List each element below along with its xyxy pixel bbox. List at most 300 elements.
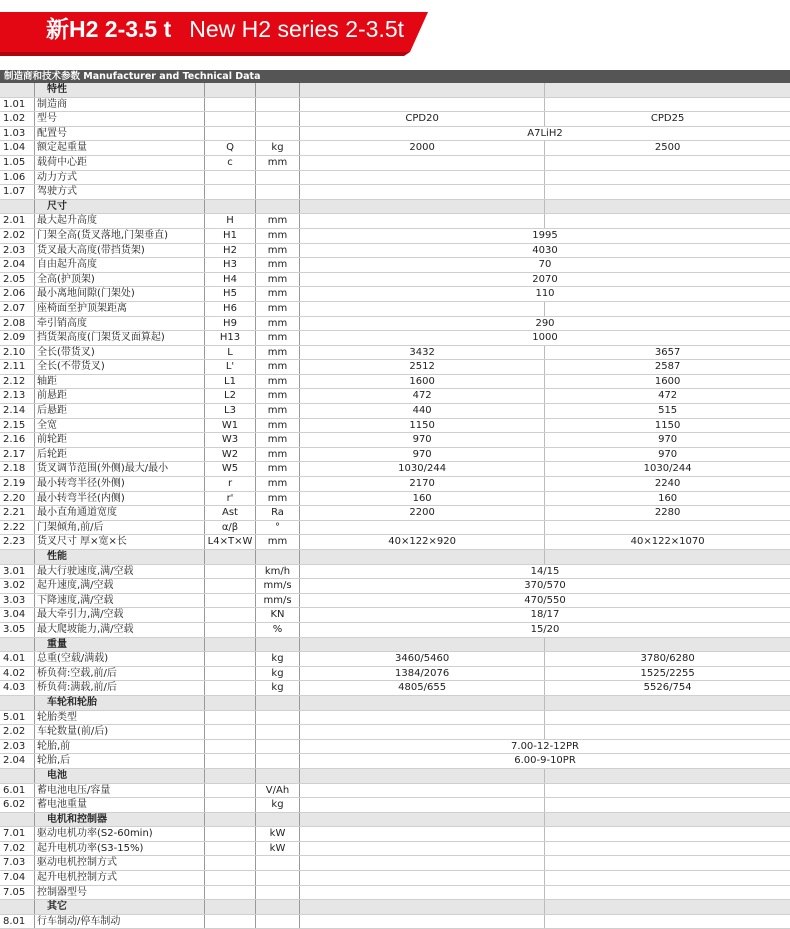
row-value-cpd25 <box>545 798 790 813</box>
row-symbol: W2 <box>205 447 256 462</box>
row-number: 2.18 <box>0 462 35 477</box>
row-value-cpd20: 970 <box>300 433 545 448</box>
row-value-cpd25: 2240 <box>545 477 790 492</box>
table-row <box>0 141 790 156</box>
row-label: 最小直角通道宽度 <box>35 506 205 521</box>
table-row <box>0 579 790 594</box>
row-symbol <box>205 885 256 900</box>
row-label: 最大爬坡能力,满/空载 <box>35 622 205 637</box>
row-value-cpd25 <box>545 768 790 783</box>
section-title: 其它 <box>35 900 205 915</box>
row-label: 全长(不带货叉) <box>35 360 205 375</box>
row-symbol: H5 <box>205 287 256 302</box>
row-number: 1.01 <box>0 97 35 112</box>
row-symbol: H <box>205 214 256 229</box>
row-value-cpd25 <box>545 520 790 535</box>
row-unit: mm <box>256 272 300 287</box>
table-row <box>0 754 790 769</box>
row-symbol <box>205 608 256 623</box>
row-symbol <box>205 768 256 783</box>
row-unit: mm/s <box>256 579 300 594</box>
row-number: 7.03 <box>0 856 35 871</box>
row-number: 2.03 <box>0 243 35 258</box>
row-label: 全高(护顶架) <box>35 272 205 287</box>
row-value-cpd25 <box>545 155 790 170</box>
row-value-shared: 7.00-12-12PR <box>300 739 790 754</box>
row-value-cpd25 <box>545 914 790 929</box>
row-value-cpd20 <box>300 812 545 827</box>
row-value-shared: 370/570 <box>300 579 790 594</box>
row-label: 行车制动/停车制动 <box>35 914 205 929</box>
row-unit <box>256 710 300 725</box>
row-value-cpd25 <box>545 812 790 827</box>
row-number: 2.10 <box>0 345 35 360</box>
row-number: 2.06 <box>0 287 35 302</box>
row-value-cpd20 <box>300 768 545 783</box>
row-unit <box>256 754 300 769</box>
table-row <box>0 593 790 608</box>
row-number: 2.04 <box>0 754 35 769</box>
row-value-shared: 290 <box>300 316 790 331</box>
row-number: 2.22 <box>0 520 35 535</box>
row-label: 最大牵引力,满/空载 <box>35 608 205 623</box>
row-number: 2.07 <box>0 301 35 316</box>
row-label: 全宽 <box>35 418 205 433</box>
row-number: 2.17 <box>0 447 35 462</box>
row-number: 8.01 <box>0 914 35 929</box>
row-unit <box>256 170 300 185</box>
row-value-cpd20: 1150 <box>300 418 545 433</box>
row-unit: mm <box>256 214 300 229</box>
table-row <box>0 389 790 404</box>
row-symbol: r' <box>205 491 256 506</box>
row-value-shared: 110 <box>300 287 790 302</box>
row-number: 2.19 <box>0 477 35 492</box>
row-value-shared: 2070 <box>300 272 790 287</box>
section-row <box>0 812 790 827</box>
row-symbol <box>205 199 256 214</box>
row-number: 2.03 <box>0 739 35 754</box>
row-value-cpd25 <box>545 301 790 316</box>
row-unit <box>256 637 300 652</box>
row-value-cpd25 <box>545 83 790 97</box>
row-number: 3.05 <box>0 622 35 637</box>
row-value-cpd25: 1030/244 <box>545 462 790 477</box>
row-number: 3.01 <box>0 564 35 579</box>
row-number: 2.20 <box>0 491 35 506</box>
table-row <box>0 447 790 462</box>
row-value-cpd25 <box>545 725 790 740</box>
row-number: 7.04 <box>0 871 35 886</box>
row-unit: mm <box>256 447 300 462</box>
row-number: 6.02 <box>0 798 35 813</box>
row-label: 起升电机控制方式 <box>35 871 205 886</box>
table-row <box>0 404 790 419</box>
row-symbol: H9 <box>205 316 256 331</box>
row-symbol <box>205 593 256 608</box>
row-symbol <box>205 579 256 594</box>
row-unit: kW <box>256 841 300 856</box>
row-value-cpd20 <box>300 301 545 316</box>
row-number: 7.02 <box>0 841 35 856</box>
row-unit: ° <box>256 520 300 535</box>
row-number <box>0 550 35 565</box>
row-symbol: L4×T×W <box>205 535 256 550</box>
row-value-cpd25: 970 <box>545 447 790 462</box>
row-unit <box>256 112 300 127</box>
row-number: 2.13 <box>0 389 35 404</box>
spec-table <box>0 83 790 929</box>
table-row <box>0 856 790 871</box>
row-number: 1.07 <box>0 185 35 200</box>
row-symbol: H2 <box>205 243 256 258</box>
table-row <box>0 228 790 243</box>
table-row <box>0 360 790 375</box>
row-value-cpd20: 40×122×920 <box>300 535 545 550</box>
row-value-cpd20 <box>300 695 545 710</box>
row-number <box>0 768 35 783</box>
table-row <box>0 287 790 302</box>
row-symbol <box>205 739 256 754</box>
row-label: 门架全高(货叉落地,门架垂直) <box>35 228 205 243</box>
row-value-cpd25 <box>545 783 790 798</box>
section-row <box>0 83 790 97</box>
row-unit: Ra <box>256 506 300 521</box>
row-number <box>0 695 35 710</box>
row-unit <box>256 83 300 97</box>
row-symbol <box>205 841 256 856</box>
row-symbol: W3 <box>205 433 256 448</box>
section-title: 电机和控制器 <box>35 812 205 827</box>
row-symbol <box>205 710 256 725</box>
row-label: 轮胎,后 <box>35 754 205 769</box>
row-unit: mm <box>256 418 300 433</box>
row-symbol <box>205 914 256 929</box>
row-unit: V/Ah <box>256 783 300 798</box>
table-row <box>0 477 790 492</box>
row-number <box>0 637 35 652</box>
row-value-shared: 6.00-9-10PR <box>300 754 790 769</box>
section-row <box>0 900 790 915</box>
row-value-cpd25 <box>545 695 790 710</box>
row-number: 2.16 <box>0 433 35 448</box>
row-symbol <box>205 754 256 769</box>
table-row <box>0 506 790 521</box>
row-unit <box>256 550 300 565</box>
row-symbol <box>205 798 256 813</box>
row-unit <box>256 725 300 740</box>
row-number: 3.02 <box>0 579 35 594</box>
row-value-cpd20 <box>300 550 545 565</box>
table-row <box>0 258 790 273</box>
row-symbol: L' <box>205 360 256 375</box>
section-title: 重量 <box>35 637 205 652</box>
row-label: 全长(带货叉) <box>35 345 205 360</box>
section-row <box>0 637 790 652</box>
table-row <box>0 841 790 856</box>
row-symbol <box>205 83 256 97</box>
row-label: 蓄电池重量 <box>35 798 205 813</box>
row-value-cpd20 <box>300 185 545 200</box>
row-symbol: H6 <box>205 301 256 316</box>
row-value-cpd20 <box>300 155 545 170</box>
row-value-cpd20: 970 <box>300 447 545 462</box>
row-unit: mm <box>256 462 300 477</box>
row-symbol <box>205 681 256 696</box>
row-value-cpd20: 1384/2076 <box>300 666 545 681</box>
table-row <box>0 170 790 185</box>
row-symbol: L1 <box>205 374 256 389</box>
row-unit <box>256 900 300 915</box>
row-value-cpd25: 970 <box>545 433 790 448</box>
row-value-cpd25: 40×122×1070 <box>545 535 790 550</box>
row-symbol <box>205 97 256 112</box>
row-value-cpd20 <box>300 841 545 856</box>
row-value-cpd25: CPD25 <box>545 112 790 127</box>
title-banner <box>0 0 428 58</box>
row-value-cpd20: 472 <box>300 389 545 404</box>
row-value-shared: 18/17 <box>300 608 790 623</box>
row-symbol: L <box>205 345 256 360</box>
row-label: 最小转弯半径(内侧) <box>35 491 205 506</box>
row-value-cpd20 <box>300 83 545 97</box>
section-row <box>0 199 790 214</box>
row-label: 货叉尺寸 厚×宽×长 <box>35 535 205 550</box>
row-unit: mm <box>256 404 300 419</box>
row-value-cpd20 <box>300 871 545 886</box>
table-row <box>0 112 790 127</box>
row-value-cpd20 <box>300 214 545 229</box>
row-value-cpd25: 3657 <box>545 345 790 360</box>
row-value-cpd25 <box>545 637 790 652</box>
row-label: 动力方式 <box>35 170 205 185</box>
row-symbol <box>205 871 256 886</box>
section-row <box>0 550 790 565</box>
row-symbol <box>205 637 256 652</box>
row-label: 最小离地间隙(门架处) <box>35 287 205 302</box>
row-number: 2.04 <box>0 258 35 273</box>
row-value-cpd20: 3460/5460 <box>300 652 545 667</box>
row-value-cpd20: 3432 <box>300 345 545 360</box>
row-unit: mm <box>256 477 300 492</box>
section-header-bar: 制造商和技术参数 Manufacturer and Technical Data <box>0 70 790 83</box>
row-number: 1.06 <box>0 170 35 185</box>
row-label: 挡货架高度(门架货叉面算起) <box>35 331 205 346</box>
row-value-cpd25: 160 <box>545 491 790 506</box>
row-number: 1.05 <box>0 155 35 170</box>
row-value-cpd25 <box>545 900 790 915</box>
banner-title-light: New H2 series 2-3.5t <box>189 16 404 42</box>
row-symbol: c <box>205 155 256 170</box>
row-symbol <box>205 170 256 185</box>
row-number: 2.11 <box>0 360 35 375</box>
row-symbol <box>205 725 256 740</box>
table-row <box>0 185 790 200</box>
row-symbol: α/β <box>205 520 256 535</box>
row-unit: mm <box>256 491 300 506</box>
row-number: 4.02 <box>0 666 35 681</box>
row-symbol: W1 <box>205 418 256 433</box>
row-unit: mm <box>256 316 300 331</box>
table-row <box>0 725 790 740</box>
row-number: 2.02 <box>0 725 35 740</box>
row-value-cpd25 <box>545 885 790 900</box>
table-row <box>0 272 790 287</box>
table-row <box>0 155 790 170</box>
row-symbol <box>205 126 256 141</box>
row-value-cpd25 <box>545 550 790 565</box>
row-unit: km/h <box>256 564 300 579</box>
row-symbol: r <box>205 477 256 492</box>
table-row <box>0 710 790 725</box>
table-row <box>0 608 790 623</box>
row-unit: mm <box>256 331 300 346</box>
section-title: 电池 <box>35 768 205 783</box>
row-unit: mm <box>256 433 300 448</box>
row-value-cpd25: 5526/754 <box>545 681 790 696</box>
row-unit: mm <box>256 389 300 404</box>
row-label: 前悬距 <box>35 389 205 404</box>
row-unit: kW <box>256 827 300 842</box>
section-row <box>0 768 790 783</box>
table-row <box>0 535 790 550</box>
row-unit: kg <box>256 652 300 667</box>
row-number: 2.08 <box>0 316 35 331</box>
row-value-cpd25 <box>545 199 790 214</box>
row-value-shared: 470/550 <box>300 593 790 608</box>
row-value-cpd25: 1600 <box>545 374 790 389</box>
row-symbol: Ast <box>205 506 256 521</box>
row-number: 2.15 <box>0 418 35 433</box>
row-symbol <box>205 695 256 710</box>
row-value-cpd20 <box>300 856 545 871</box>
row-number: 2.02 <box>0 228 35 243</box>
row-number: 2.05 <box>0 272 35 287</box>
row-symbol: Q <box>205 141 256 156</box>
row-value-cpd20 <box>300 827 545 842</box>
table-row <box>0 622 790 637</box>
row-value-cpd25 <box>545 710 790 725</box>
table-row <box>0 666 790 681</box>
row-label: 额定起重量 <box>35 141 205 156</box>
table-row <box>0 243 790 258</box>
row-symbol <box>205 856 256 871</box>
row-value-cpd25: 3780/6280 <box>545 652 790 667</box>
row-number: 4.01 <box>0 652 35 667</box>
row-value-cpd25: 1525/2255 <box>545 666 790 681</box>
row-unit <box>256 695 300 710</box>
row-unit: kg <box>256 681 300 696</box>
row-label: 桥负荷:空载,前/后 <box>35 666 205 681</box>
table-row <box>0 301 790 316</box>
row-unit: mm <box>256 228 300 243</box>
row-value-cpd20 <box>300 520 545 535</box>
row-symbol: H3 <box>205 258 256 273</box>
row-label: 车轮数量(前/后) <box>35 725 205 740</box>
row-label: 起升速度,满/空载 <box>35 579 205 594</box>
section-title: 性能 <box>35 550 205 565</box>
row-value-shared: 1000 <box>300 331 790 346</box>
row-label: 货叉最大高度(带挡货架) <box>35 243 205 258</box>
row-value-shared: 14/15 <box>300 564 790 579</box>
row-unit <box>256 768 300 783</box>
row-label: 控制器型号 <box>35 885 205 900</box>
row-number: 2.14 <box>0 404 35 419</box>
row-symbol <box>205 900 256 915</box>
row-symbol: L3 <box>205 404 256 419</box>
row-label: 后悬距 <box>35 404 205 419</box>
row-label: 制造商 <box>35 97 205 112</box>
row-value-cpd25: 1150 <box>545 418 790 433</box>
row-value-cpd20 <box>300 170 545 185</box>
row-value-cpd20 <box>300 710 545 725</box>
row-symbol <box>205 652 256 667</box>
table-row <box>0 885 790 900</box>
row-label: 牵引销高度 <box>35 316 205 331</box>
row-unit: mm <box>256 243 300 258</box>
row-number: 2.09 <box>0 331 35 346</box>
row-symbol: H4 <box>205 272 256 287</box>
row-value-cpd20 <box>300 798 545 813</box>
row-unit: mm <box>256 360 300 375</box>
row-value-cpd20: 1600 <box>300 374 545 389</box>
row-label: 最小转弯半径(外侧) <box>35 477 205 492</box>
row-symbol <box>205 622 256 637</box>
row-value-cpd25 <box>545 97 790 112</box>
row-number: 2.12 <box>0 374 35 389</box>
row-value-cpd25 <box>545 871 790 886</box>
table-row <box>0 520 790 535</box>
row-unit: mm/s <box>256 593 300 608</box>
row-value-cpd20 <box>300 885 545 900</box>
row-label: 最大行驶速度,满/空载 <box>35 564 205 579</box>
row-unit: KN <box>256 608 300 623</box>
row-number: 1.02 <box>0 112 35 127</box>
row-symbol <box>205 666 256 681</box>
table-row <box>0 214 790 229</box>
row-value-cpd20 <box>300 725 545 740</box>
table-row <box>0 374 790 389</box>
row-number: 2.21 <box>0 506 35 521</box>
row-number: 4.03 <box>0 681 35 696</box>
row-symbol <box>205 112 256 127</box>
row-unit: mm <box>256 301 300 316</box>
row-unit: kg <box>256 141 300 156</box>
row-label: 配置号 <box>35 126 205 141</box>
row-value-cpd20: 2512 <box>300 360 545 375</box>
row-unit: mm <box>256 345 300 360</box>
table-row <box>0 462 790 477</box>
row-unit <box>256 185 300 200</box>
row-symbol <box>205 550 256 565</box>
row-number: 6.01 <box>0 783 35 798</box>
row-value-shared: A7LiH2 <box>300 126 790 141</box>
row-value-cpd25 <box>545 170 790 185</box>
row-value-cpd25: 2587 <box>545 360 790 375</box>
row-number <box>0 900 35 915</box>
row-label: 蓄电池电压/容量 <box>35 783 205 798</box>
table-row <box>0 126 790 141</box>
row-unit <box>256 885 300 900</box>
row-number: 7.01 <box>0 827 35 842</box>
section-title: 特性 <box>35 83 205 97</box>
row-symbol <box>205 827 256 842</box>
row-value-cpd25 <box>545 827 790 842</box>
table-row <box>0 331 790 346</box>
row-unit <box>256 126 300 141</box>
row-symbol: L2 <box>205 389 256 404</box>
row-label: 自由起升高度 <box>35 258 205 273</box>
